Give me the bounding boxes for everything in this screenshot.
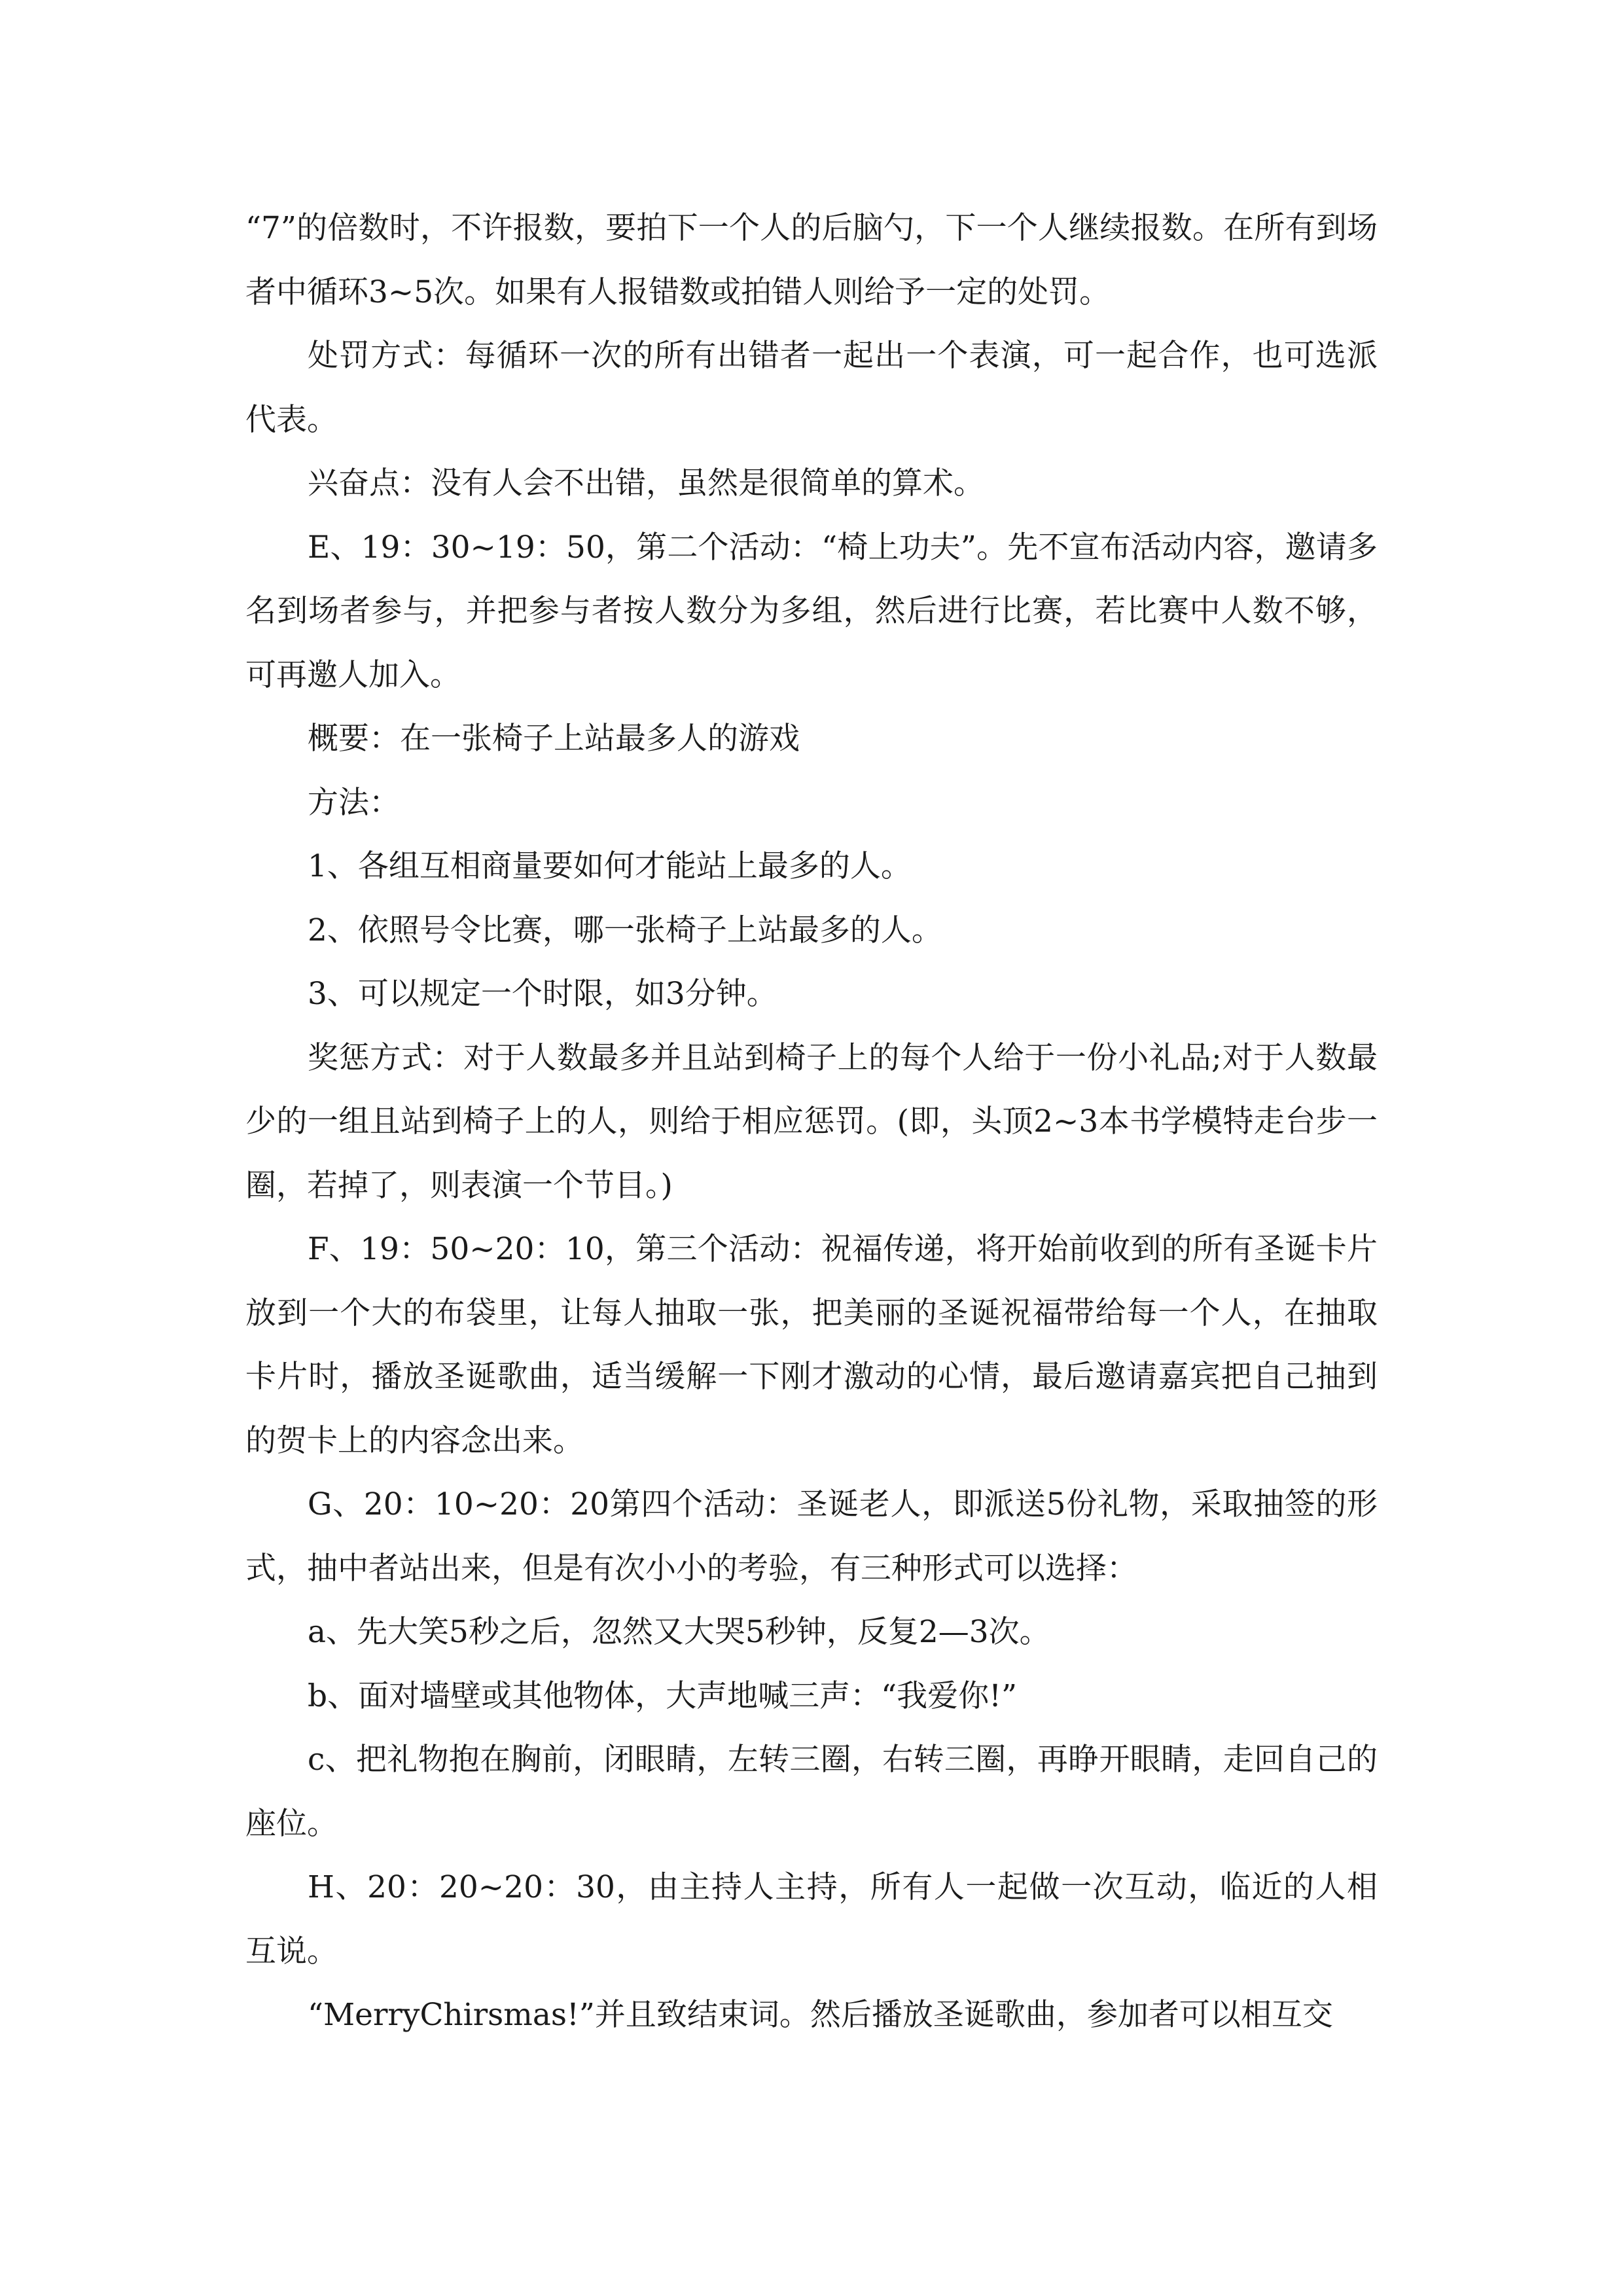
paragraph-reward-penalty: 奖惩方式：对于人数最多并且站到椅子上的每个人给于一份小礼品;对于人数最少的一组且站到椅子上的人，则给于相应惩罚。(即，头顶2~3本书学模特走台步一圈，若掉了，则表演一个节目。) xyxy=(245,1039,1378,1204)
paragraph-activity-g: G、20：10~20：20第四个活动：圣诞老人，即派送5份礼物，采取抽签的形式，抽中者站出来，但是有次小小的考验，有三种形式可以选择： xyxy=(245,1486,1378,1587)
paragraph-counting-rule: “7”的倍数时，不许报数，要拍下一个人的后脑勺，下一个人继续报数。在所有到场者中循环3~5次。如果有人报错数或拍错人则给予一定的处罚。 xyxy=(245,210,1378,310)
paragraph-method-heading: 方法： xyxy=(308,784,400,821)
paragraph-penalty-method: 处罚方式：每循环一次的所有出错者一起出一个表演，可一起合作，也可选派代表。 xyxy=(245,338,1378,438)
paragraph-activity-h: H、20：20~20：30，由主持人主持，所有人一起做一次互动，临近的人相互说。 xyxy=(245,1869,1378,1969)
list-item-method-1: 1、各组互相商量要如何才能站上最多的人。 xyxy=(308,848,912,884)
list-item-method-2: 2、依照号令比赛，哪一张椅子上站最多的人。 xyxy=(308,912,942,948)
paragraph-activity-e: E、19：30~19：50，第二个活动：“椅上功夫”。先不宣布活动内容，邀请多名到场者参与，并把参与者按人数分为多组，然后进行比赛，若比赛中人数不够，可再邀人加入。 xyxy=(245,529,1378,693)
list-item-option-a: a、先大笑5秒之后，忽然又大哭5秒钟，反复2—3次。 xyxy=(308,1614,1050,1650)
list-item-option-c: c、把礼物抱在胸前，闭眼睛，左转三圈，右转三圈，再睁开眼睛，走回自己的座位。 xyxy=(245,1742,1378,1842)
document-page xyxy=(245,196,1378,2047)
paragraph-closing: “MerryChirsmas!”并且致结束词。然后播放圣诞歌曲，参加者可以相互交 xyxy=(308,1997,1333,2033)
paragraph-summary: 概要：在一张椅子上站最多人的游戏 xyxy=(308,721,800,757)
list-item-option-b: b、面对墙壁或其他物体，大声地喊三声：“我爱你!” xyxy=(308,1677,1018,1714)
paragraph-activity-f: F、19：50~20：10，第三个活动：祝福传递，将开始前收到的所有圣诞卡片放到一个大的布袋里，让每人抽取一张，把美丽的圣诞祝福带给每一个人，在抽取卡片时，播放圣诞歌曲，适当缓解一下刚才激动的心情，最后邀请嘉宾把自己抽到的贺卡上的内容念出来。 xyxy=(245,1231,1378,1459)
list-item-method-3: 3、可以规定一个时限，如3分钟。 xyxy=(308,976,777,1012)
paragraph-excitement-point: 兴奋点：没有人会不出错，虽然是很简单的算术。 xyxy=(308,465,984,501)
